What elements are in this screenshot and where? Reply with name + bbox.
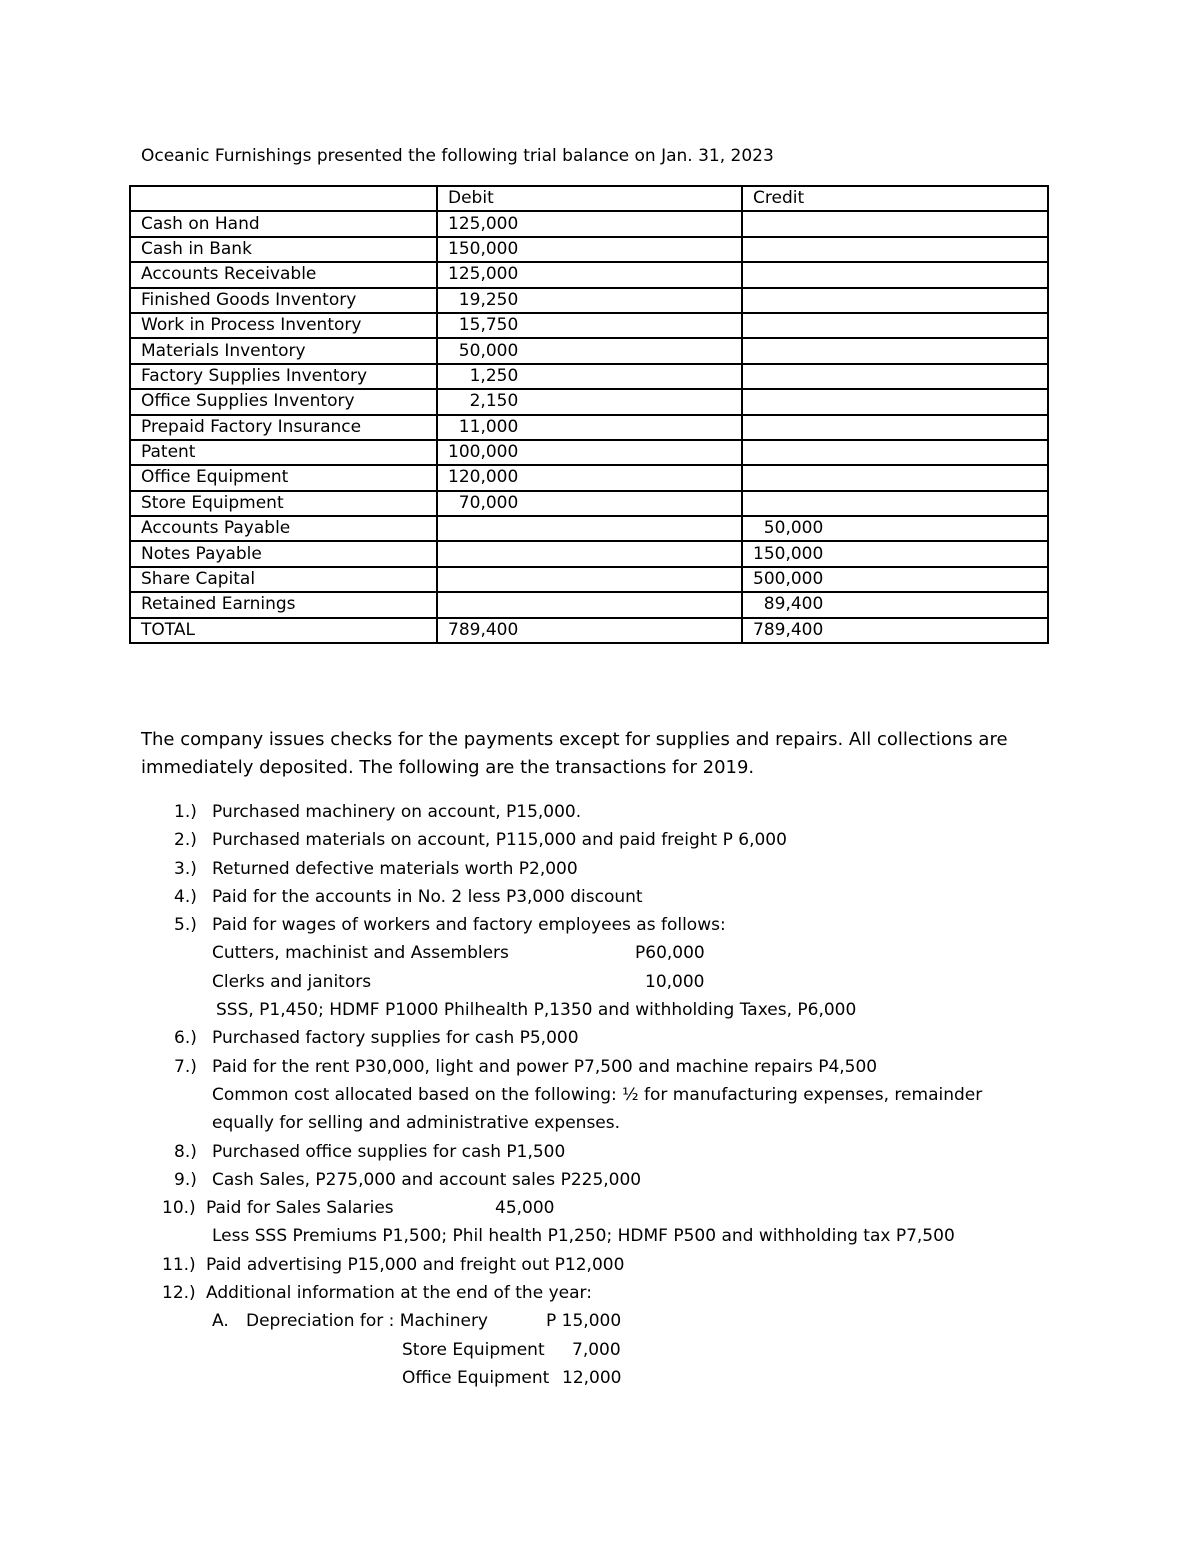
credit-cell <box>742 465 1048 490</box>
list-item <box>141 798 1041 826</box>
account-cell: Accounts Receivable <box>130 262 437 287</box>
item-number: 11.) <box>162 1254 196 1275</box>
table-row <box>130 415 1048 440</box>
credit-cell <box>742 338 1048 363</box>
item-text: Paid for Sales Salaries <box>206 1198 394 1219</box>
item-number: 12.) <box>162 1283 196 1304</box>
depreciation-label: Store Equipment <box>402 1339 545 1360</box>
list-item <box>141 1024 1041 1052</box>
item-value: 45,000 <box>495 1198 555 1219</box>
table-row <box>130 211 1048 236</box>
table-row <box>130 313 1048 338</box>
depreciation-label: Depreciation for : Machinery <box>246 1311 488 1332</box>
debit-cell: 1,250 <box>437 364 742 389</box>
credit-cell <box>742 389 1048 414</box>
item-text: Purchased materials on account, P115,000 and paid freight P 6,000 <box>212 830 787 851</box>
depreciation-row-office <box>141 1364 1041 1392</box>
instructions-paragraph <box>141 726 1041 782</box>
item-text: Paid for wages of workers and factory employees as follows: <box>212 915 726 936</box>
item-text: Additional information at the end of the year: <box>206 1283 592 1304</box>
debit-cell <box>437 567 742 592</box>
debit-cell: Debit <box>437 186 742 211</box>
debit-cell: 100,000 <box>437 440 742 465</box>
credit-cell <box>742 415 1048 440</box>
debit-cell <box>437 516 742 541</box>
credit-cell: 89,400 <box>742 592 1048 617</box>
debit-cell: 125,000 <box>437 211 742 236</box>
item-number: 5.) <box>174 915 197 936</box>
list-item <box>141 1279 1041 1307</box>
account-cell <box>130 186 437 211</box>
debit-cell: 150,000 <box>437 237 742 262</box>
debit-cell: 11,000 <box>437 415 742 440</box>
table-row <box>130 364 1048 389</box>
credit-cell: 50,000 <box>742 516 1048 541</box>
list-item <box>141 1138 1041 1166</box>
item-number: 10.) <box>162 1198 196 1219</box>
debit-cell: 19,250 <box>437 288 742 313</box>
debit-cell: 120,000 <box>437 465 742 490</box>
wages-value: P60,000 <box>635 943 705 964</box>
credit-cell: 789,400 <box>742 618 1048 643</box>
trial-balance-table <box>129 185 1049 644</box>
item-number: 9.) <box>174 1169 197 1190</box>
credit-cell <box>742 440 1048 465</box>
depreciation-value: 7,000 <box>572 1339 621 1360</box>
debit-cell: 2,150 <box>437 389 742 414</box>
account-cell: Office Supplies Inventory <box>130 389 437 414</box>
item-number: 7.) <box>174 1056 197 1077</box>
list-item <box>141 1166 1041 1194</box>
list-item <box>141 1251 1041 1279</box>
account-cell: Materials Inventory <box>130 338 437 363</box>
transactions-list <box>141 798 1041 1392</box>
item-number: 6.) <box>174 1028 197 1049</box>
table-row <box>130 541 1048 566</box>
list-item <box>141 911 1041 939</box>
depreciation-value: P 15,000 <box>546 1311 622 1332</box>
item-text: Paid for the accounts in No. 2 less P3,000 discount <box>212 886 643 907</box>
table-row <box>130 389 1048 414</box>
debit-cell <box>437 592 742 617</box>
table-row <box>130 465 1048 490</box>
credit-cell <box>742 491 1048 516</box>
table-row <box>130 516 1048 541</box>
item-number: 1.) <box>174 802 197 822</box>
table-row <box>130 288 1048 313</box>
item-text: Paid for the rent P30,000, light and power P7,500 and machine repairs P4,500 <box>212 1056 878 1077</box>
account-cell: TOTAL <box>130 618 437 643</box>
wages-label: Clerks and janitors <box>212 971 372 992</box>
instructions-line-1: The company issues checks for the payments except for supplies and repairs. All collections are <box>141 729 1008 750</box>
account-cell: Finished Goods Inventory <box>130 288 437 313</box>
depreciation-row-machinery <box>141 1307 1041 1335</box>
intro-text: Oceanic Furnishings presented the following trial balance on Jan. 31, 2023 <box>141 146 774 166</box>
common-cost-line-1: Common cost allocated based on the following: ½ for manufacturing expenses, remainder <box>212 1084 983 1105</box>
debit-cell: 789,400 <box>437 618 742 643</box>
credit-cell <box>742 262 1048 287</box>
debit-cell: 125,000 <box>437 262 742 287</box>
table-row <box>130 338 1048 363</box>
account-cell: Accounts Payable <box>130 516 437 541</box>
item-number: 2.) <box>174 830 197 851</box>
item-text: Paid advertising P15,000 and freight out P12,000 <box>206 1254 625 1275</box>
debit-cell: 50,000 <box>437 338 742 363</box>
depreciation-label: Office Equipment <box>402 1367 550 1388</box>
item-text: Cash Sales, P275,000 and account sales P225,000 <box>212 1169 642 1190</box>
wages-value: 10,000 <box>645 971 705 992</box>
account-cell: Notes Payable <box>130 541 437 566</box>
table-row <box>130 567 1048 592</box>
depreciation-row-store <box>141 1336 1041 1364</box>
list-item <box>141 883 1041 911</box>
list-item <box>141 826 1041 854</box>
list-item <box>141 855 1041 883</box>
item-number: 3.) <box>174 858 197 879</box>
instructions-line-2: immediately deposited. The following are the transactions for 2019. <box>141 757 755 778</box>
table-header-row <box>130 186 1048 211</box>
debit-cell <box>437 541 742 566</box>
item-text: Purchased machinery on account, P15,000. <box>212 802 582 822</box>
sales-salaries-deductions: Less SSS Premiums P1,500; Phil health P1,250; HDMF P500 and withholding tax P7,500 <box>212 1226 955 1247</box>
debit-cell: 15,750 <box>437 313 742 338</box>
account-cell: Store Equipment <box>130 491 437 516</box>
credit-cell <box>742 364 1048 389</box>
account-cell: Retained Earnings <box>130 592 437 617</box>
account-cell: Work in Process Inventory <box>130 313 437 338</box>
credit-cell: Credit <box>742 186 1048 211</box>
table-row <box>130 262 1048 287</box>
credit-cell: 150,000 <box>742 541 1048 566</box>
table-row <box>130 440 1048 465</box>
wages-row-clerks <box>141 968 1041 996</box>
account-cell: Cash in Bank <box>130 237 437 262</box>
table-row <box>130 592 1048 617</box>
credit-cell <box>742 288 1048 313</box>
item-text: Purchased office supplies for cash P1,500 <box>212 1141 566 1162</box>
depreciation-letter: A. <box>212 1311 229 1332</box>
wages-row-cutters <box>141 939 1041 967</box>
credit-cell <box>742 237 1048 262</box>
debit-cell: 70,000 <box>437 491 742 516</box>
account-cell: Cash on Hand <box>130 211 437 236</box>
account-cell: Patent <box>130 440 437 465</box>
table-row <box>130 237 1048 262</box>
credit-cell: 500,000 <box>742 567 1048 592</box>
account-cell: Share Capital <box>130 567 437 592</box>
account-cell: Office Equipment <box>130 465 437 490</box>
table-row <box>130 491 1048 516</box>
common-cost-line-2: equally for selling and administrative expenses. <box>212 1113 621 1134</box>
item-number: 4.) <box>174 886 197 907</box>
account-cell: Prepaid Factory Insurance <box>130 415 437 440</box>
item-number: 8.) <box>174 1141 197 1162</box>
credit-cell <box>742 313 1048 338</box>
item-text: Purchased factory supplies for cash P5,000 <box>212 1028 579 1049</box>
account-cell: Factory Supplies Inventory <box>130 364 437 389</box>
credit-cell <box>742 211 1048 236</box>
wages-label: Cutters, machinist and Assemblers <box>212 943 509 964</box>
item-text: Returned defective materials worth P2,000 <box>212 858 578 879</box>
depreciation-value: 12,000 <box>562 1367 622 1388</box>
table-row <box>130 618 1048 643</box>
list-item <box>141 1053 1041 1081</box>
wages-deductions: SSS, P1,450; HDMF P1000 Philhealth P,1350 and withholding Taxes, P6,000 <box>216 1000 857 1021</box>
list-item <box>141 1194 1041 1222</box>
